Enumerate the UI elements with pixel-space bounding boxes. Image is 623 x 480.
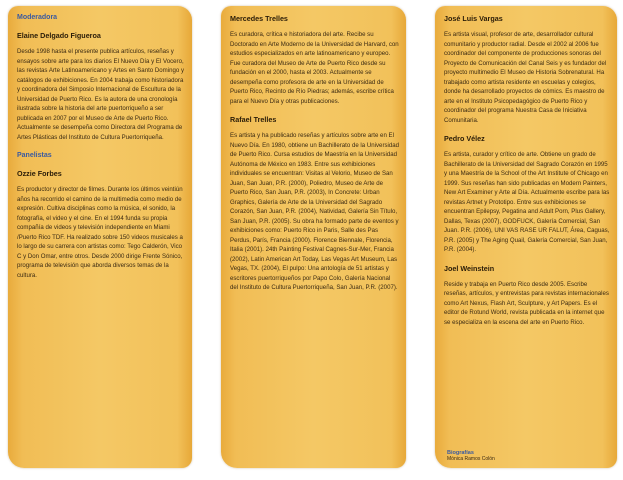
panel-column-2 bbox=[221, 6, 406, 468]
panelist-bio: Es productor y director de filmes. Durante los últimos veintiún años ha recorrido el camino de la multimedia como medio de expresión. Cultiva disciplinas como la música, el sonido, la fotografía, el video y el cine. En el 1994 funda su propia compañía de videos y televisión independiente en Miami /Puerto Rico TDF. Ha realizado sobre 150 videos musicales a lo largo de su carrera con artistas como: Tego Calderón, Vico C y Don Omar, entre otros. Desde 2000 dirige Frente Sónico, programa de televisión que aborda diversos temas de la cultura. bbox=[17, 186, 183, 279]
credits-name: Mónica Ramos Colón bbox=[447, 456, 495, 462]
panel-column-3 bbox=[435, 6, 617, 468]
column-3-content bbox=[444, 14, 611, 468]
panelist-name: Ozzie Forbes bbox=[17, 169, 62, 178]
panel-column-1 bbox=[8, 6, 192, 468]
panelists-heading: Panelistas bbox=[17, 152, 52, 159]
column-1-content bbox=[17, 14, 186, 468]
bio-text: Es artista visual, profesor de arte, desarrollador cultural comunitario y productor radial. Desde el 2002 al 2006 fue coordinador del componente de producciones sonoras del Proyecto de Comunicación del Canal Seis y es fundador del proyecto multimedio El Museo de Historia Sobrenatural. Ha trabajado como artista residente en escuelas y colegios, donde ha desarrollado proyectos de cómics. Es maestro de arte en el Instituto Psicopedagógico de Puerto Rico y coordinador del programa Nuestra Casa de Iniciativa Comunitaria. bbox=[444, 31, 607, 124]
moderator-bio: Desde 1998 hasta el presente publica artículos, reseñas y ensayos sobre arte para los diarios El Nuevo Día y El Vocero, las revistas Arte Latinoamericano y Artes en Santo Domingo y catálogos de exhibiciones. En 2004 trabaja como historiadora y coordinadora del Simposio Internacional de Escultura de la Universidad de Puerto Rico. Es la autora de una cronología ilustrada sobre la historia del arte puertorriqueño a ser publicada en 2007 por el Museo de Arte de Puerto Rico. Actualmente se desempeña como Directora del Programa de Artes Plásticas del Instituto de Cultura Puertorriqueña. bbox=[17, 48, 184, 141]
bio-name: Rafael Trelles bbox=[230, 115, 277, 124]
bio-text: Reside y trabaja en Puerto Rico desde 2005. Escribe reseñas, artículos, y entrevistas para revistas internacionales como Art Nexus, Flash Art, Sculpture, y Art Papers. Es el editor de Rotund World, revista publicada en la internet que se especializa en la escena del arte en Puerto Rico. bbox=[444, 280, 609, 326]
bio-name: Pedro Vélez bbox=[444, 134, 485, 143]
bio-name: Joel Weinstein bbox=[444, 263, 495, 273]
moderator-name: Elaine Delgado Figueroa bbox=[17, 31, 101, 40]
bio-text: Es artista, curador y crítico de arte. Obtiene un grado de Bachillerato de la Universidad del Sagrado Corazón en 1995 y una Maestría de la School of the Art Institute of Chicago en 1999. Sus reseñas han sido publicadas en Modern Painters, New Art Examiner y Arte al Día. Actualmente escribe para las revistas Artnet y Prototipo. Entre sus exhibiciones se encuentran Epilepsy, Pegatina and Adult Porn, Plus Gallery, Dallas, Texas (2007), GODFUCK, Galería Comercial, San Juan. P.R. (2006), UNI VAS RASE UR FALUT, Área, Caguas, P.R. (2005) y The Aging Quail, Galería Comercial, San Juan, P.R. (2004). bbox=[444, 151, 610, 253]
bio-text: Es curadora, crítica e historiadora del arte. Recibe su Doctorado en Arte Moderno de la Universidad de Harvard, con estudios especializados en arte latinoamericano y europeo. Fue curadora del Museo de Arte de Puerto Rico desde su fundación en el 2000, hasta el 2003. Actualmente se desempeña como profesora de arte en la Universidad de Puerto Rico, Recinto de Río Piedras; además, escribe crítica para el Nuevo Día y otras publicaciones. bbox=[230, 31, 399, 105]
moderator-heading: Moderadora bbox=[17, 14, 58, 21]
credits bbox=[447, 450, 495, 462]
bio-text: Es artista y ha publicado reseñas y artículos sobre arte en El Nuevo Día. En 1980, obtiene un Bachillerato de la Universidad de Puerto Rico. Cursa estudios de Maestría en la Universidad Autónoma de México en 1983. Entre sus exhibiciones individuales se encuentran: Visitas al Velorio, Museo de San Juan, San Juan, P.R. (2000), Poliedro, Museo de Arte de Puerto Rico, San Juan, P.R. (2003), In Concrete: Urban Graphics, Galería de Arte de la Universidad del Sagrado Corazón, San Juan, P.R. (2004), Natividad, Galería Sin Título, San Juan, P.R. (2005). Su obra ha formado parte de eventos y exhibiciones como: Puerto Rico in Paris, Salle des Pas Perdus, París, Francia (2000). Florence Biennale, Florencia, Italia (2001). 24th Painting Festival Cagnes-Sur-Mer, Francia (2002), Latin American Art Today, Las Vegas Art Museum, Las Vegas, TX. (2004), El pulpo: Una antología de 51 artistas y escritores puertorriqueños por Papo Colo, Galería Nacional del Instituto de Cultura Puertorriqueña, San Juan, P.R. (2007). bbox=[230, 132, 400, 291]
column-2-content bbox=[230, 14, 400, 468]
bio-name: José Luis Vargas bbox=[444, 14, 503, 23]
bio-name: Mercedes Trelles bbox=[230, 14, 288, 23]
credits-heading: Biografías bbox=[447, 450, 474, 456]
